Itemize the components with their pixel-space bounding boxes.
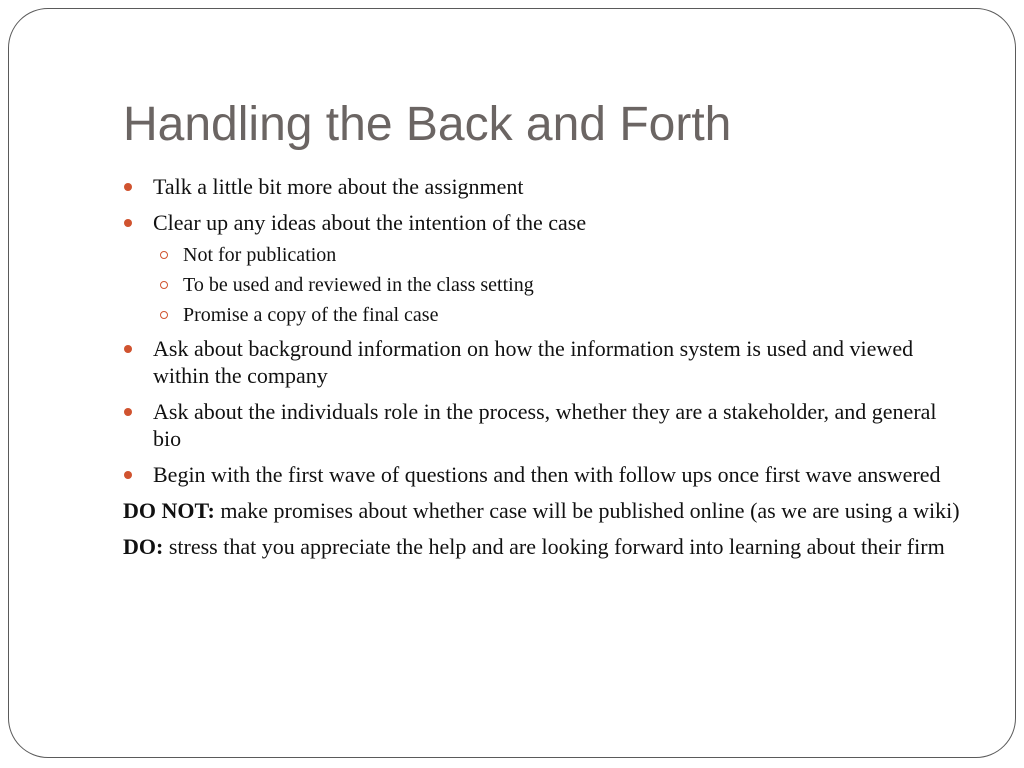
bullet-dot-icon (124, 183, 132, 191)
bullet-text: Clear up any ideas about the intention of the case (153, 210, 587, 235)
bullet-dot-icon (124, 345, 132, 353)
bullet-item (123, 398, 968, 452)
sub-bullet-item (123, 273, 968, 298)
note-text: make promises about whether case will be published online (as we are using a wiki) (214, 498, 960, 523)
note-label: DO NOT: (123, 498, 215, 523)
sub-bullet-text: Not for publication (183, 244, 337, 266)
hollow-circle-bullet-icon (160, 311, 168, 319)
bullet-text: Begin with the first wave of questions and then with follow ups once first wave answered (153, 462, 941, 487)
bullet-text: Talk a little bit more about the assignment (153, 174, 524, 199)
do-note (123, 533, 968, 560)
slide-title: Handling the Back and Forth (123, 98, 732, 151)
sub-bullet-text: Promise a copy of the final case (183, 304, 439, 326)
sub-bullet-item (123, 243, 968, 268)
note-text: stress that you appreciate the help and are looking forward into learning about their firm (163, 534, 945, 559)
hollow-circle-bullet-icon (160, 251, 168, 259)
bullet-item (123, 173, 968, 200)
sub-bullet-item (123, 303, 968, 328)
bullet-text: Ask about the individuals role in the process, whether they are a stakeholder, and general bio (153, 399, 937, 451)
note-label: DO: (123, 534, 164, 559)
slide-body (123, 173, 968, 569)
sub-bullet-text: To be used and reviewed in the class setting (183, 274, 534, 296)
bullet-item (123, 209, 968, 236)
slide-frame (8, 8, 1016, 758)
bullet-dot-icon (124, 471, 132, 479)
bullet-item (123, 335, 968, 389)
bullet-dot-icon (124, 219, 132, 227)
bullet-text: Ask about background information on how the information system is used and viewed within the company (153, 336, 914, 388)
bullet-dot-icon (124, 408, 132, 416)
do-not-note (123, 497, 968, 524)
bullet-item (123, 461, 968, 488)
hollow-circle-bullet-icon (160, 281, 168, 289)
